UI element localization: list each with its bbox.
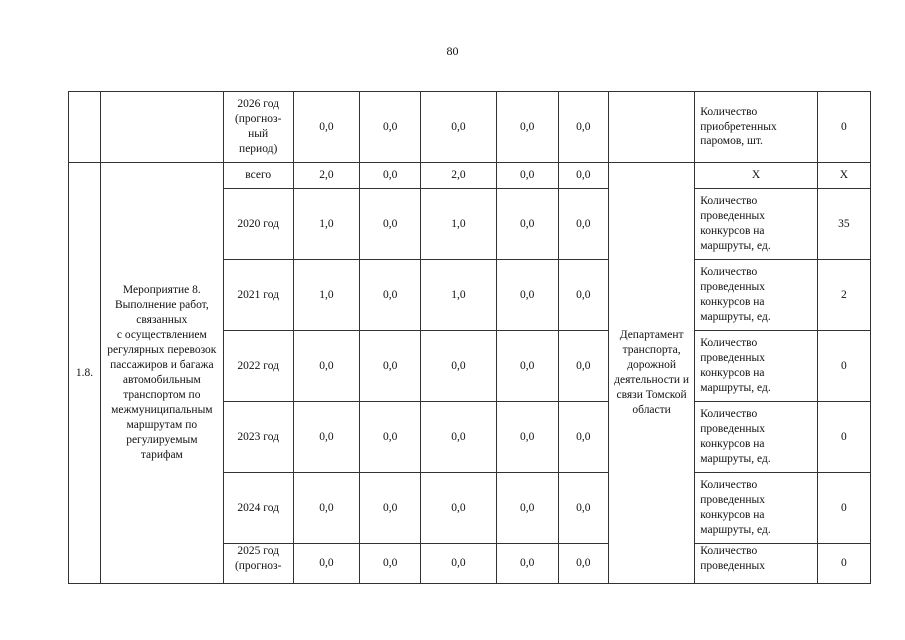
value-cell: 0,0	[558, 92, 608, 163]
indicator-cell: Количество проведенных конкурсов на маршруты, ед.	[695, 402, 817, 473]
value-cell: 1,0	[421, 189, 496, 260]
indicator-cell: Количество приобретенных паромов, шт.	[695, 92, 817, 163]
value-cell: 0,0	[496, 473, 558, 544]
value-cell: 0,0	[293, 402, 359, 473]
year-cell: 2026 год (прогноз- ный период)	[223, 92, 293, 163]
value-cell: 1,0	[293, 189, 359, 260]
executor-cell: Департамент транспорта, дорожной деятельности и связи Томской области	[608, 163, 694, 584]
item-name: Мероприятие 8. Выполнение работ, связанных с осуществлением регулярных перевозок пассажиров и багажа автомобильным транспортом по межмуниципальным маршрутам по регулируемым тарифам	[101, 163, 223, 584]
indicator-value-cell: Х	[817, 163, 870, 189]
value-cell: 0,0	[496, 260, 558, 331]
value-cell: 0,0	[293, 473, 359, 544]
value-cell: 0,0	[496, 402, 558, 473]
item-number: 1.8.	[69, 163, 101, 584]
value-cell: 0,0	[360, 402, 421, 473]
year-cell: 2023 год	[223, 402, 293, 473]
value-cell: 0,0	[421, 473, 496, 544]
value-cell: 0,0	[496, 163, 558, 189]
indicator-value-cell: 0	[817, 402, 870, 473]
value-cell: 0,0	[293, 92, 359, 163]
value-cell: 0,0	[360, 473, 421, 544]
year-cell: 2024 год	[223, 473, 293, 544]
value-cell: 0,0	[421, 92, 496, 163]
value-cell: 0,0	[360, 189, 421, 260]
value-cell: 0,0	[558, 331, 608, 402]
indicator-cell: Х	[695, 163, 817, 189]
executor-cell	[608, 92, 694, 163]
table-row	[69, 92, 871, 163]
indicator-value-cell: 35	[817, 189, 870, 260]
item-name-cell	[101, 92, 223, 163]
table-row	[69, 163, 871, 189]
indicator-value-cell: 0	[817, 473, 870, 544]
value-cell: 0,0	[496, 189, 558, 260]
year-cell: всего	[223, 163, 293, 189]
year-cell: 2021 год	[223, 260, 293, 331]
value-cell: 2,0	[293, 163, 359, 189]
value-cell: 0,0	[293, 331, 359, 402]
value-cell: 0,0	[360, 331, 421, 402]
value-cell: 0,0	[360, 544, 421, 584]
indicator-value-cell: 0	[817, 331, 870, 402]
indicator-value-cell: 0	[817, 544, 870, 584]
year-cell: 2022 год	[223, 331, 293, 402]
value-cell: 0,0	[558, 402, 608, 473]
value-cell: 1,0	[421, 260, 496, 331]
value-cell: 0,0	[421, 331, 496, 402]
value-cell: 1,0	[293, 260, 359, 331]
year-cell: 2020 год	[223, 189, 293, 260]
value-cell: 0,0	[496, 544, 558, 584]
value-cell: 0,0	[558, 189, 608, 260]
indicator-value-cell: 2	[817, 260, 870, 331]
value-cell: 0,0	[558, 473, 608, 544]
indicator-cell: Количество проведенных конкурсов на маршруты, ед.	[695, 260, 817, 331]
value-cell: 0,0	[360, 260, 421, 331]
indicator-cell: Количество проведенных конкурсов на маршруты, ед.	[695, 473, 817, 544]
value-cell: 0,0	[360, 163, 421, 189]
program-table	[68, 91, 871, 584]
indicator-cell: Количество проведенных конкурсов на маршруты, ед.	[695, 189, 817, 260]
indicator-cell: Количество проведенных конкурсов на маршруты, ед.	[695, 331, 817, 402]
value-cell: 2,0	[421, 163, 496, 189]
value-cell: 0,0	[558, 163, 608, 189]
value-cell: 0,0	[421, 402, 496, 473]
value-cell: 0,0	[558, 260, 608, 331]
value-cell: 0,0	[558, 544, 608, 584]
value-cell: 0,0	[421, 544, 496, 584]
value-cell: 0,0	[496, 92, 558, 163]
year-cell: 2025 год (прогноз-	[223, 544, 293, 584]
value-cell: 0,0	[293, 544, 359, 584]
value-cell: 0,0	[496, 331, 558, 402]
item-number-cell	[69, 92, 101, 163]
page-number: 80	[446, 44, 459, 58]
indicator-cell: Количество проведенных	[695, 544, 817, 584]
indicator-value-cell: 0	[817, 92, 870, 163]
value-cell: 0,0	[360, 92, 421, 163]
